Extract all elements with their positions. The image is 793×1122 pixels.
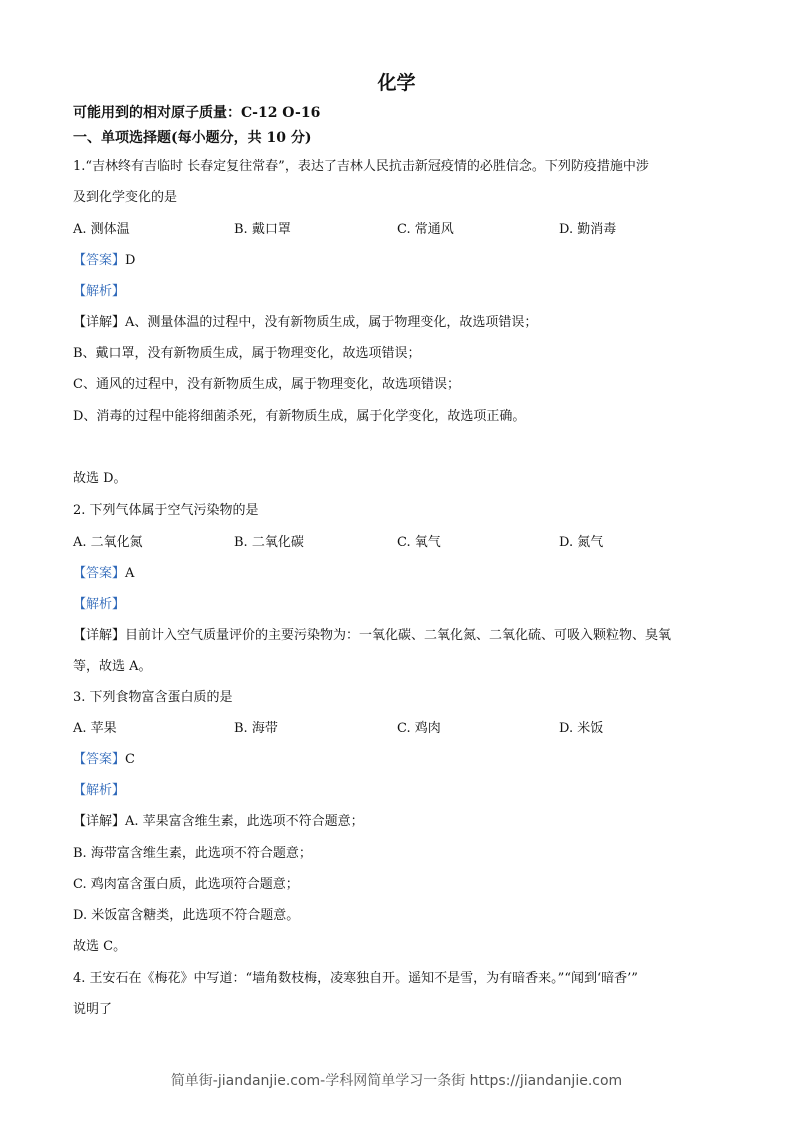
- q2-option-d: D. 氮气: [559, 535, 604, 550]
- q2-answer: A: [125, 566, 135, 581]
- q1-answer-line: [73, 252, 135, 270]
- q2-analysis-tag: 【解析】: [73, 597, 126, 612]
- q1-option-b: B. 戴口罩: [234, 222, 291, 237]
- q3-detail-line1: 【详解】A. 苹果富含维生素，此选项不符合题意；: [73, 814, 364, 829]
- q2-option-b: B. 二氧化碳: [234, 535, 304, 550]
- q3-option-b: B. 海带: [234, 721, 278, 736]
- answer-tag: 【答案】: [73, 566, 126, 581]
- q3-detail-line3: C. 鸡肉富含蛋白质，此选项符合题意；: [73, 877, 299, 892]
- q1-detail-line4: D、消毒的过程中能将细菌杀死，有新物质生成，属于化学变化，故选项正确。: [73, 409, 526, 424]
- q1-answer: D: [125, 253, 136, 268]
- q2-detail-line1: 【详解】目前计入空气质量评价的主要污染物为：一氧化碳、二氧化氮、二氧化硫、可吸入颗粒物、臭氧: [73, 628, 672, 643]
- page-footer: 简单街-jiandanjie.com-学科网简单学习一条街 https://jiandanjie.com: [170, 1073, 623, 1089]
- q3-analysis-tag: 【解析】: [73, 783, 126, 798]
- q1-option-d: D. 勤消毒: [559, 222, 617, 237]
- q1-analysis-tag: 【解析】: [73, 284, 126, 299]
- q1-option-a: A. 测体温: [73, 222, 130, 237]
- q3-option-c: C. 鸡肉: [397, 721, 441, 736]
- q1-detail-line2: B、戴口罩，没有新物质生成，属于物理变化，故选项错误；: [73, 346, 421, 361]
- q3-detail-line2: B. 海带富含维生素，此选项不符合题意；: [73, 846, 312, 861]
- q3-conclusion: 故选 C。: [73, 939, 127, 954]
- detail-tag: 【详解】: [73, 315, 126, 330]
- q3-answer: C: [125, 752, 135, 767]
- q1-option-c: C. 常通风: [397, 222, 454, 237]
- answer-tag: 【答案】: [73, 752, 126, 767]
- q4-stem-line1: 4. 王安石在《梅花》中写道：“墙角数枝梅，凌寒独自开。遥知不是雪，为有暗香来。”“闻到‘暗香’”: [73, 971, 638, 986]
- q4-stem-line2: 说明了: [73, 1002, 113, 1017]
- answer-tag: 【答案】: [73, 253, 126, 268]
- page-title: 化学: [377, 72, 416, 94]
- q3-option-a: A. 苹果: [73, 721, 117, 736]
- q1-conclusion: 故选 D。: [73, 471, 127, 486]
- q2-stem: 2. 下列气体属于空气污染物的是: [73, 503, 259, 518]
- detail-tag: 【详解】: [73, 628, 126, 643]
- q2-detail-line2: 等，故选 A。: [73, 659, 152, 674]
- q3-stem: 3. 下列食物富含蛋白质的是: [73, 690, 233, 705]
- q1-stem-line2: 及到化学变化的是: [73, 190, 178, 205]
- q1-stem-line1: 1.“吉林终有吉临时 长春定复往常春”，表达了吉林人民抗击新冠疫情的必胜信念。下列防疫措施中涉: [73, 159, 649, 174]
- detail-tag: 【详解】: [73, 814, 126, 829]
- q3-answer-line: [73, 751, 135, 769]
- atomic-mass-line: 可能用到的相对原子质量：C-12 O-16: [73, 105, 321, 121]
- q3-option-d: D. 米饭: [559, 721, 604, 736]
- q2-option-c: C. 氧气: [397, 535, 441, 550]
- q2-option-a: A. 二氧化氮: [73, 535, 143, 550]
- q3-detail-line4: D. 米饭富含糖类，此选项不符合题意。: [73, 908, 300, 923]
- q1-detail-line1: 【详解】A、测量体温的过程中，没有新物质生成，属于物理变化，故选项错误；: [73, 315, 538, 330]
- q2-answer-line: [73, 565, 134, 583]
- section-heading: 一、单项选择题(每小题分，共 10 分): [73, 130, 312, 146]
- q1-detail-line3: C、通风的过程中，没有新物质生成，属于物理变化，故选项错误；: [73, 377, 460, 392]
